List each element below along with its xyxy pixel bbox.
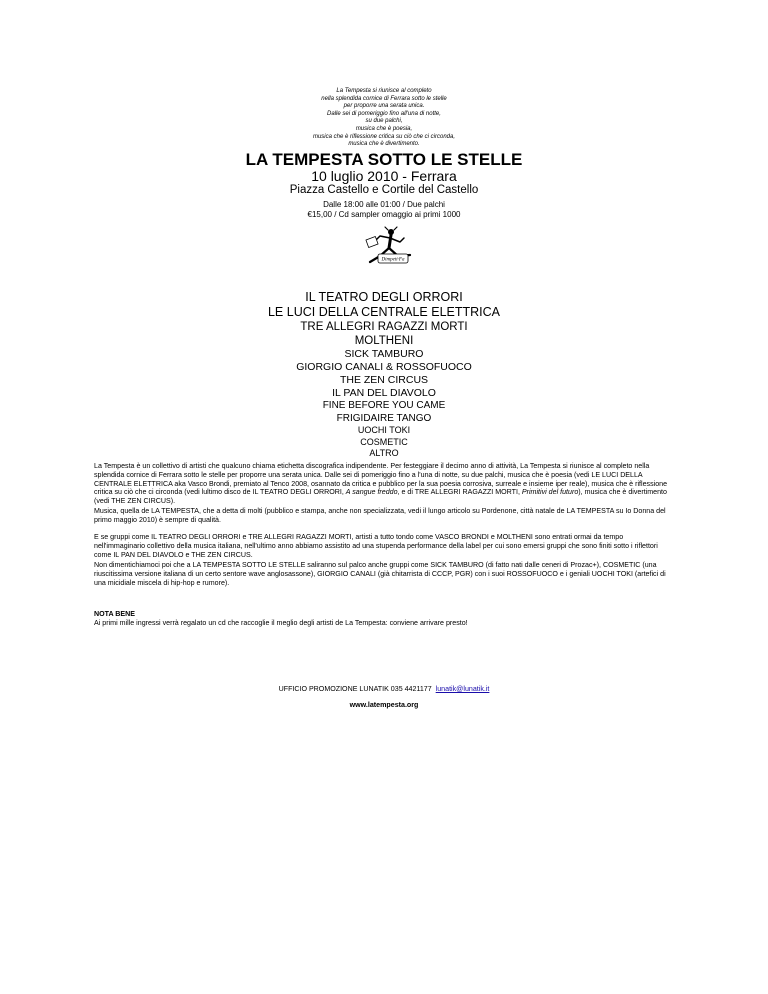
- lineup-item: SICK TAMBURO: [344, 348, 424, 360]
- running-figure-logo: [358, 226, 418, 276]
- intro-verse: [0, 88, 768, 149]
- paragraph-more-bands: Non dimentichiamoci poi che a LA TEMPESTA SOTTO LE STELLE saliranno sul palco anche gruppi come SICK TAMBURO (di fatto nati dalle ceneri di Prozac+), COSMETIC (una riuscitissima versione italiana di un certo sentore wave anglosassone), GIORGIO CANALI (già chitarrista di CCCP, PGR) con i suoi ROSSOFUOCO e i geniali UOCHI TOKI (artefici di una micidiale miscela di hip-hop e rumore).: [94, 561, 666, 587]
- intro-line: musica che è divertimento.: [348, 141, 420, 148]
- lineup-item: UOCHI TOKI: [357, 425, 411, 435]
- nota-bene: [94, 610, 468, 628]
- lineup-item: TRE ALLEGRI RAGAZZI MORTI: [300, 321, 468, 333]
- nota-bene-heading: NOTA BENE: [94, 610, 135, 618]
- event-title: LA TEMPESTA SOTTO LE STELLE: [245, 150, 523, 169]
- lineup-item: LE LUCI DELLA CENTRALE ELETTRICA: [267, 305, 501, 319]
- lineup-item: COSMETIC: [360, 436, 408, 447]
- website-link[interactable]: www.latempesta.org: [349, 701, 419, 709]
- intro-line: musica che è poesia,: [355, 125, 413, 132]
- intro-line: La Tempesta si riunisce al completo: [336, 88, 432, 94]
- event-hours: Dalle 18:00 alle 01:00 / Due palchi: [323, 200, 445, 209]
- intro-line: musica che è riflessione critica su ciò che ci circonda,: [312, 133, 456, 140]
- lineup-item: GIORGIO CANALI & ROSSOFUOCO: [296, 361, 472, 373]
- event-price: €15,00 / Cd sampler omaggio ai primi 1000: [307, 210, 461, 219]
- lineup-item: IL TEATRO DEGLI ORRORI: [305, 290, 463, 304]
- paragraph-quality: Musica, quella de LA TEMPESTA, che a detta di molti (pubblico e stampa, anche non specializzata, vedi il lungo articolo su Pordenone, città natale de LA TEMPESTA su Io Donna del primo maggio 2010) è sempre di qualità.: [94, 507, 666, 524]
- lineup-item: IL PAN DEL DIAVOLO: [332, 387, 436, 399]
- lineup-item: FINE BEFORE YOU CAME: [322, 400, 446, 411]
- intro-line: nella splendida cornice di Ferrara sotto le stelle: [321, 95, 447, 102]
- intro-line: Dalle sei di pomeriggio fino all'una di notte,: [327, 110, 441, 117]
- paragraph-artists: E se gruppi come IL TEATRO DEGLI ORRORI e TRE ALLEGRI RAGAZZI MORTI, artisti a tutto tondo come VASCO BRONDI e MOLTHENI sono entrati ormai da tempo nell'immaginario collettivo della musica italiana, nell'ultimo anno abbiamo assistito ad una stupenda performance della label per cui sono emersi gruppi che sono finiti sotto i riflettori come IL PAN DEL DIAVOLO e THE ZEN CIRCUS.: [94, 533, 658, 559]
- event-date: 10 luglio 2010 - Ferrara: [311, 168, 457, 184]
- paragraph-intro: La Tempesta è un collettivo di artisti che qualcuno chiama etichetta discografica indipendente. Per festeggiare il decimo anno di attività, La Tempesta si riunisce al completo nella splendida cornice di Ferrara sotto le stelle per proporre una serata unica. Dalle sei di pomeriggio fino a l'una di notte, su due palchi, musica che è poesia (vedi LE LUCI DELLA CENTRALE ELETTRICA aka Vasco Brondi, premiato al Tenco 2008, osannato da critica e pubblico per la sua poesia corrosiva, surreale e insieme iper reale), musica che è riflessione critica su ciò che ci circonda (vedi lultimo disco de IL TEATRO DEGLI ORRORI, A sangue freddo, e di TRE ALLEGRI RAGAZZI MORTI, Primitivi del futuro), musica che è divertimento (vedi THE ZEN CIRCUS).: [94, 462, 668, 506]
- lineup-item: ALTRO: [369, 448, 399, 458]
- intro-line: su due palchi,: [365, 118, 403, 125]
- intro-line: per proporre una serata unica.: [343, 103, 425, 110]
- lineup: [0, 290, 768, 460]
- nota-bene-text: Ai primi mille ingressi verrà regalato un cd che raccoglie il meglio degli artisti de La Tempesta: conviene arrivare presto!: [94, 618, 468, 627]
- contact-label: UFFICIO PROMOZIONE LUNATIK 035 4421177: [278, 685, 432, 693]
- lineup-item: FRIGIDAIRE TANGO: [336, 412, 432, 424]
- email-link[interactable]: lunatik@lunatik.it: [435, 685, 490, 693]
- event-place: Piazza Castello e Cortile del Castello: [289, 184, 479, 196]
- lineup-item: THE ZEN CIRCUS: [339, 374, 429, 386]
- lineup-item: MOLTHENI: [354, 335, 414, 347]
- contact-line: [0, 685, 768, 693]
- logo-text: Dimpeti·Fa: [381, 257, 405, 263]
